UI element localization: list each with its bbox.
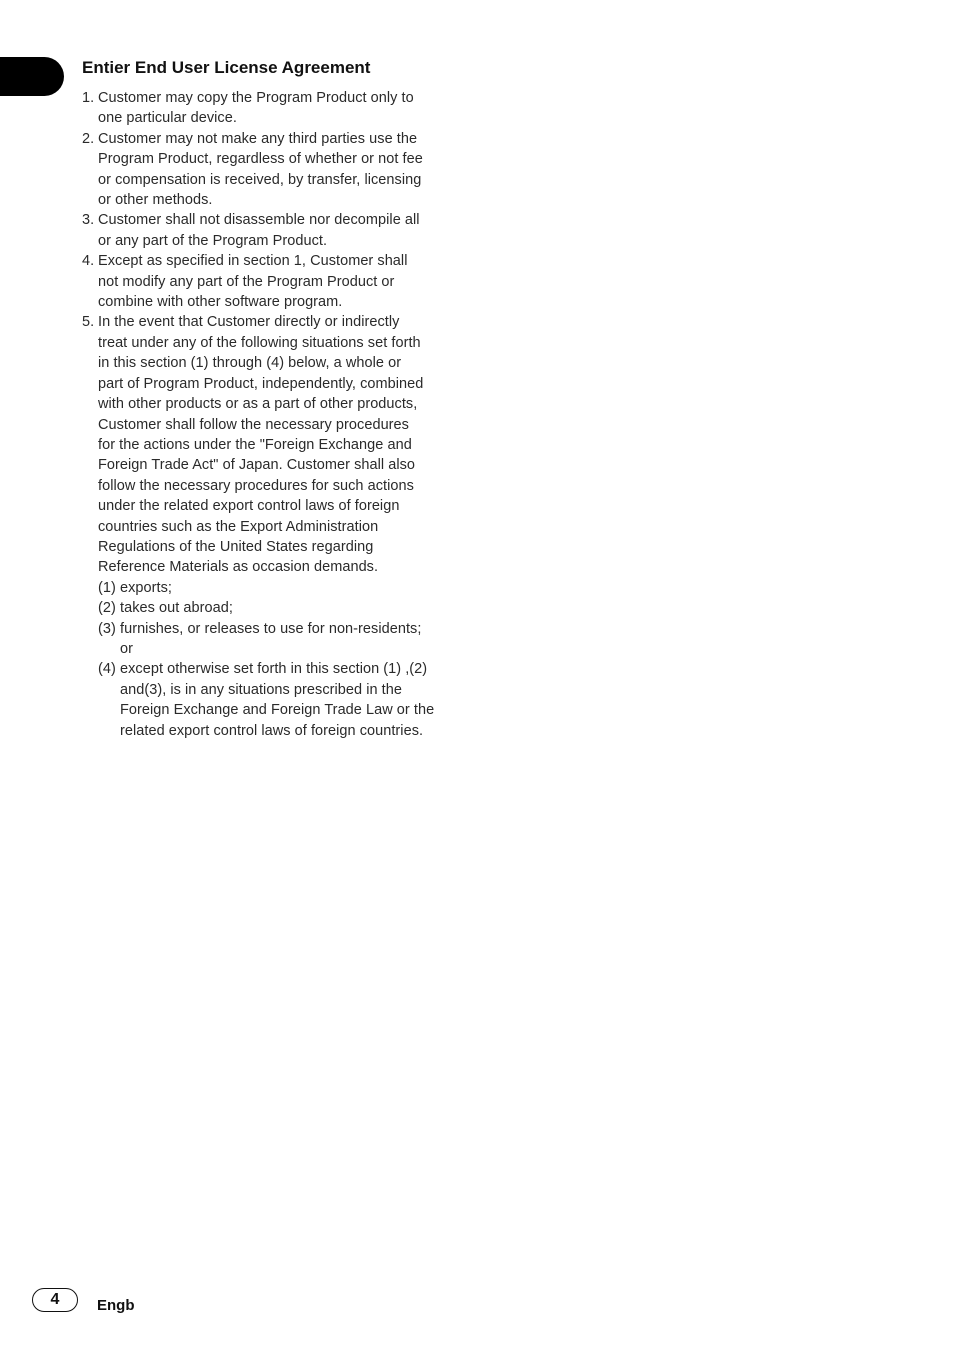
page-number-badge: 4 xyxy=(32,1288,78,1312)
list-item-text-line: part of Program Product, independently, combined xyxy=(98,375,424,392)
agreement-list xyxy=(82,88,454,741)
list-item xyxy=(82,88,454,129)
sub-list-item xyxy=(98,619,454,660)
list-item-number: 5. xyxy=(82,314,95,331)
list-item xyxy=(82,251,454,312)
list-item-text-line: treat under any of the following situations set forth xyxy=(98,334,421,351)
list-item-text-line: Foreign Trade Act" of Japan. Customer shall also xyxy=(98,457,416,474)
list-item-text-line: combine with other software program. xyxy=(98,294,343,311)
list-item-text-line: follow the necessary procedures for such actions xyxy=(98,477,414,494)
chapter-tab xyxy=(0,57,64,96)
list-item-text-line: or other methods. xyxy=(98,192,213,209)
sub-list-item-text-line: or xyxy=(120,640,133,657)
list-item-text-line: or any part of the Program Product. xyxy=(98,232,328,249)
list-item-text-line: Regulations of the United States regarding xyxy=(98,538,374,555)
list-item-text-line: under the related export control laws of foreign xyxy=(98,498,400,515)
list-item xyxy=(82,312,454,741)
list-item-text-line: Program Product, regardless of whether or not fee xyxy=(98,151,423,168)
sub-list-item xyxy=(98,598,454,618)
sub-list-item xyxy=(98,578,454,598)
sub-list-item-number: (1) xyxy=(98,579,116,596)
sub-list-item-number: (2) xyxy=(98,600,116,617)
sub-list-item-number: (3) xyxy=(98,620,116,637)
sub-list-item-number: (4) xyxy=(98,661,116,678)
list-item-text-line: Except as specified in section 1, Customer shall xyxy=(98,253,408,270)
list-item-text-line: one particular device. xyxy=(98,110,237,127)
sub-list-item-text-line: takes out abroad; xyxy=(120,600,233,617)
page-title: Entier End User License Agreement xyxy=(82,58,371,77)
list-item-text-line: with other products or as a part of other products, xyxy=(98,396,418,413)
list-item-text-line: countries such as the Export Administration xyxy=(98,518,379,535)
list-item-text-line: In the event that Customer directly or indirectly xyxy=(98,314,400,331)
list-item-number: 4. xyxy=(82,253,95,270)
sub-list-item-text-line: exports; xyxy=(120,579,172,596)
list-item-text-line: or compensation is received, by transfer, licensing xyxy=(98,171,422,188)
list-item-text-line: Reference Materials as occasion demands. xyxy=(98,559,379,576)
sub-list-item xyxy=(98,659,454,741)
sub-list-item-text-line: except otherwise set forth in this section (1) ,(2) xyxy=(120,661,428,678)
list-item-text-line: Customer may copy the Program Product only to xyxy=(98,90,414,106)
list-item-text-line: Customer shall follow the necessary procedures xyxy=(98,416,409,433)
list-item-text-line: Customer may not make any third parties use the xyxy=(98,130,418,147)
list-item-text-line: in this section (1) through (4) below, a whole or xyxy=(98,355,402,372)
list-item xyxy=(82,129,454,211)
sub-list-item-text-line: and(3), is in any situations prescribed in the xyxy=(120,681,402,698)
language-code: Engb xyxy=(97,1297,135,1314)
list-item-number: 3. xyxy=(82,212,95,229)
list-item xyxy=(82,210,454,251)
document-body xyxy=(82,56,454,741)
sub-list-item-text-line: furnishes, or releases to use for non-residents; xyxy=(120,620,422,637)
sub-list-item-text-line: related export control laws of foreign countries. xyxy=(120,722,424,739)
list-item-text-line: not modify any part of the Program Product or xyxy=(98,273,395,290)
sub-list xyxy=(98,578,454,741)
sub-list-item-text-line: Foreign Exchange and Foreign Trade Law or the xyxy=(120,702,435,719)
list-item-number: 1. xyxy=(82,90,95,106)
list-item-text-line: Customer shall not disassemble nor decompile all xyxy=(98,212,420,229)
list-item-text-line: for the actions under the "Foreign Exchange and xyxy=(98,436,412,453)
list-item-number: 2. xyxy=(82,130,95,147)
